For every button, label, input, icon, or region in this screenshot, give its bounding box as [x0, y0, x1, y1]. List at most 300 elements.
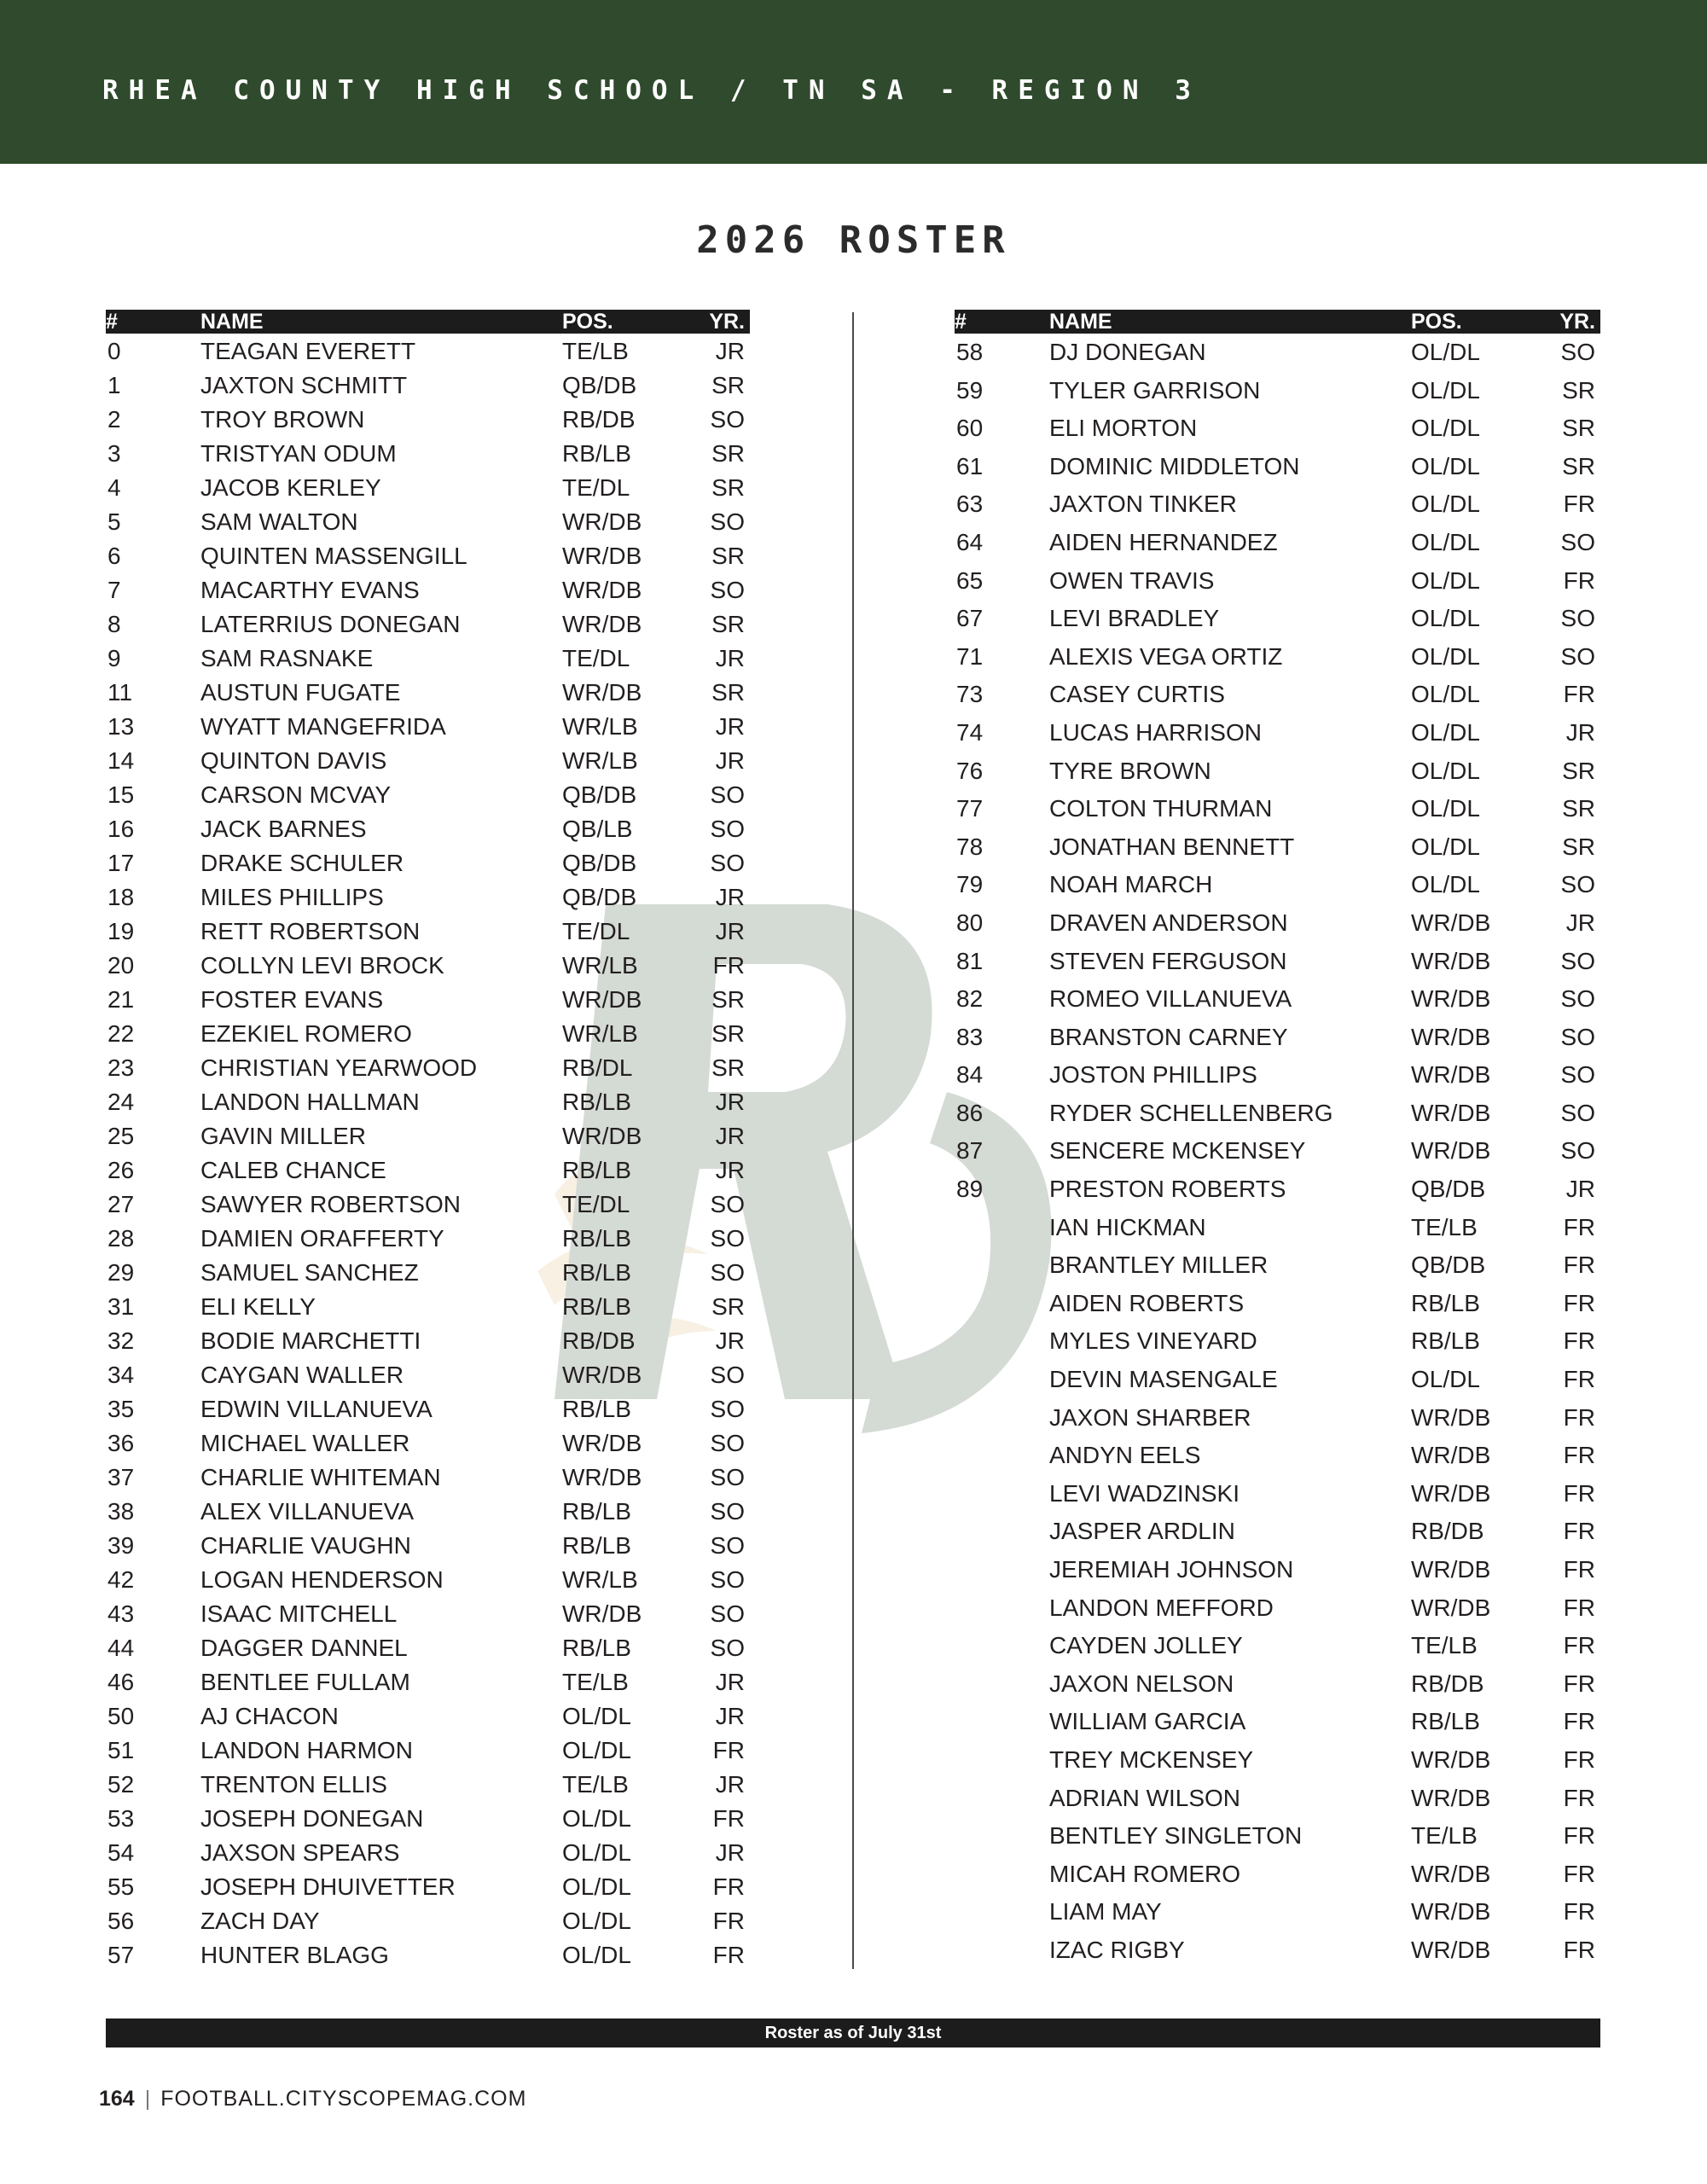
player-year: SO: [1560, 985, 1595, 1013]
player-year: JR: [715, 884, 745, 910]
roster-header-right: [955, 310, 1600, 334]
player-name: PRESTON ROBERTS: [1049, 1176, 1286, 1203]
player-number: 29: [107, 1259, 135, 1286]
player-position: WR/DB: [1411, 1403, 1491, 1431]
roster-row: [106, 573, 750, 607]
player-year: FR: [1563, 1252, 1595, 1279]
player-year: FR: [1563, 1860, 1595, 1887]
player-name: RETT ROBERTSON: [200, 918, 421, 944]
player-position: WR/DB: [1411, 909, 1491, 936]
player-position: RB/LB: [562, 1089, 631, 1115]
roster-row: [955, 1627, 1600, 1665]
roster-row: [106, 1665, 750, 1699]
player-year: JR: [715, 1839, 745, 1866]
player-name: ALEXIS VEGA ORTIZ: [1049, 642, 1283, 670]
player-year: SO: [710, 1566, 745, 1593]
player-position: WR/DB: [562, 1123, 642, 1149]
player-position: OL/DL: [562, 1942, 631, 1968]
player-number: 15: [107, 781, 135, 808]
player-position: WR/DB: [1411, 1023, 1491, 1050]
player-position: WR/DB: [1411, 985, 1491, 1013]
player-year: SO: [710, 1225, 745, 1252]
player-position: WR/DB: [1411, 1936, 1491, 1963]
player-name: JACOB KERLEY: [200, 474, 381, 501]
roster-row: [955, 485, 1600, 524]
roster-row: [106, 1017, 750, 1051]
player-number: 7: [107, 577, 121, 603]
player-name: DEVIN MASENGALE: [1049, 1366, 1278, 1393]
player-year: SO: [1560, 1137, 1595, 1165]
player-year: SR: [711, 1020, 745, 1047]
player-year: SO: [1560, 605, 1595, 632]
player-name: COLTON THURMAN: [1049, 795, 1273, 822]
player-number: 52: [107, 1771, 135, 1798]
col-name-header: NAME: [200, 310, 264, 334]
player-name: COLLYN LEVI BROCK: [200, 952, 444, 979]
player-name: CASEY CURTIS: [1049, 681, 1225, 708]
col-yr-header: YR.: [709, 310, 745, 334]
roster-row: [106, 1734, 750, 1768]
roster-row: [955, 1095, 1600, 1133]
player-position: WR/DB: [1411, 1556, 1491, 1583]
roster-row: [106, 880, 750, 915]
player-name: CAYGAN WALLER: [200, 1362, 404, 1388]
player-name: IZAC RIGBY: [1049, 1936, 1185, 1963]
player-position: TE/DL: [562, 474, 630, 501]
roster-row: [106, 1904, 750, 1938]
roster-row: [106, 403, 750, 437]
player-name: JASPER ARDLIN: [1049, 1518, 1235, 1545]
roster-row: [106, 1119, 750, 1153]
player-name: SAWYER ROBERTSON: [200, 1191, 461, 1217]
player-position: WR/DB: [562, 986, 642, 1013]
player-name: LOGAN HENDERSON: [200, 1566, 444, 1593]
player-name: JOSTON PHILLIPS: [1049, 1061, 1257, 1089]
col-pos-header: POS.: [562, 310, 613, 334]
player-position: WR/LB: [562, 1566, 638, 1593]
player-position: RB/DB: [1411, 1518, 1484, 1545]
player-number: 74: [956, 718, 984, 746]
roster-row: [106, 710, 750, 744]
roster-row: [955, 1361, 1600, 1399]
player-year: FR: [712, 1805, 745, 1832]
player-position: OL/DL: [1411, 605, 1480, 632]
player-number: 57: [107, 1942, 135, 1968]
roster-row: [955, 866, 1600, 904]
roster-row: [955, 562, 1600, 601]
player-number: 36: [107, 1430, 135, 1456]
roster-row: [106, 369, 750, 403]
roster-row: [106, 1495, 750, 1529]
player-number: 20: [107, 952, 135, 979]
roster-row: [955, 372, 1600, 410]
player-year: SO: [710, 577, 745, 603]
player-name: BRANSTON CARNEY: [1049, 1023, 1288, 1050]
player-position: WR/DB: [1411, 947, 1491, 974]
roster-row: [106, 1188, 750, 1222]
roster-row: [106, 778, 750, 812]
player-name: AIDEN ROBERTS: [1049, 1289, 1245, 1316]
player-position: QB/DB: [562, 884, 637, 910]
player-number: 86: [956, 1099, 984, 1126]
roster-row: [106, 1870, 750, 1904]
player-name: ZACH DAY: [200, 1908, 320, 1934]
player-year: SO: [1560, 1061, 1595, 1089]
player-name: ALEX VILLANUEVA: [200, 1498, 415, 1525]
player-position: TE/LB: [1411, 1213, 1478, 1240]
player-year: SR: [711, 440, 745, 467]
player-name: ELI MORTON: [1049, 415, 1198, 442]
player-name: MYLES VINEYARD: [1049, 1327, 1257, 1355]
player-position: WR/DB: [562, 543, 642, 569]
player-year: JR: [715, 747, 745, 774]
player-name: WYATT MANGEFRIDA: [200, 713, 446, 740]
player-name: DAGGER DANNEL: [200, 1635, 408, 1661]
roster-row: [955, 1780, 1600, 1818]
player-position: OL/DL: [1411, 415, 1480, 442]
page-footer: [99, 2087, 526, 2111]
player-position: WR/DB: [562, 679, 642, 706]
roster-row: [106, 744, 750, 778]
player-position: RB/LB: [562, 1293, 631, 1320]
player-name: MICAH ROMERO: [1049, 1860, 1240, 1887]
col-name-header: NAME: [1049, 310, 1112, 334]
player-name: OWEN TRAVIS: [1049, 566, 1215, 594]
player-position: OL/DL: [562, 1873, 631, 1900]
player-name: DRAKE SCHULER: [200, 850, 404, 876]
roster-row: [955, 943, 1600, 981]
player-number: 46: [107, 1669, 135, 1695]
player-name: JACK BARNES: [200, 816, 367, 842]
player-position: OL/DL: [1411, 833, 1480, 860]
roster-row: [106, 1324, 750, 1358]
player-number: 13: [107, 713, 135, 740]
player-position: TE/LB: [562, 1669, 629, 1695]
website-link[interactable]: FOOTBALL.CITYSCOPEMAG.COM: [160, 2087, 527, 2111]
player-number: 63: [956, 491, 984, 518]
roster-row: [106, 1290, 750, 1324]
player-name: LANDON HALLMAN: [200, 1089, 420, 1115]
player-position: RB/LB: [562, 1498, 631, 1525]
player-year: FR: [1563, 491, 1595, 518]
player-number: 35: [107, 1396, 135, 1422]
player-year: JR: [715, 918, 745, 944]
player-year: SO: [1560, 871, 1595, 898]
player-year: FR: [1563, 1327, 1595, 1355]
roster-row: [955, 600, 1600, 638]
player-year: SO: [710, 1191, 745, 1217]
player-number: 31: [107, 1293, 135, 1320]
roster-row: [955, 1322, 1600, 1361]
player-name: JONATHAN BENNETT: [1049, 833, 1295, 860]
roster-row: [106, 471, 750, 505]
player-number: 60: [956, 415, 984, 442]
player-year: FR: [1563, 1745, 1595, 1773]
roster-row: [106, 1461, 750, 1495]
player-position: OL/DL: [1411, 757, 1480, 784]
player-year: FR: [1563, 1822, 1595, 1850]
player-year: FR: [1563, 1479, 1595, 1507]
player-name: STEVEN FERGUSON: [1049, 947, 1287, 974]
player-position: WR/DB: [562, 1430, 642, 1456]
player-year: FR: [1563, 1289, 1595, 1316]
player-name: TYLER GARRISON: [1049, 376, 1261, 404]
player-name: GAVIN MILLER: [200, 1123, 366, 1149]
player-position: RB/LB: [562, 1396, 631, 1422]
player-name: IAN HICKMAN: [1049, 1213, 1206, 1240]
player-name: DJ DONEGAN: [1049, 339, 1206, 365]
player-year: JR: [715, 645, 745, 671]
roster-row: [955, 1741, 1600, 1780]
player-position: OL/DL: [1411, 681, 1480, 708]
roster-row: [106, 1836, 750, 1870]
roster-rows-right: [955, 334, 1600, 1970]
player-year: SO: [710, 850, 745, 876]
roster-row: [955, 1019, 1600, 1057]
player-position: TE/LB: [562, 338, 629, 364]
player-year: SO: [1560, 528, 1595, 555]
player-year: SO: [710, 816, 745, 842]
player-name: LEVI WADZINSKI: [1049, 1479, 1240, 1507]
player-number: 43: [107, 1600, 135, 1627]
player-name: DRAVEN ANDERSON: [1049, 909, 1288, 936]
roster-row: [955, 410, 1600, 448]
roster-row: [106, 812, 750, 846]
header-banner: [0, 0, 1707, 164]
player-number: 39: [107, 1532, 135, 1559]
roster-row: [106, 983, 750, 1017]
roster-row: [106, 607, 750, 642]
roster-row: [955, 1132, 1600, 1170]
player-number: 37: [107, 1464, 135, 1490]
player-name: TRISTYAN ODUM: [200, 440, 397, 467]
player-name: ANDYN EELS: [1049, 1442, 1201, 1469]
roster-row: [955, 1437, 1600, 1475]
player-number: 16: [107, 816, 135, 842]
roster-row: [955, 1893, 1600, 1931]
player-number: 71: [956, 642, 984, 670]
player-name: TRENTON ELLIS: [200, 1771, 387, 1798]
player-number: 58: [956, 339, 984, 365]
player-name: BENTLEE FULLAM: [200, 1669, 410, 1695]
player-number: 17: [107, 850, 135, 876]
player-year: FR: [1563, 1556, 1595, 1583]
player-position: OL/DL: [562, 1703, 631, 1729]
player-position: TE/LB: [562, 1771, 629, 1798]
player-name: LANDON HARMON: [200, 1737, 413, 1763]
player-year: FR: [1563, 1594, 1595, 1621]
player-year: SR: [711, 679, 745, 706]
player-position: RB/LB: [1411, 1708, 1480, 1735]
player-number: 56: [107, 1908, 135, 1934]
player-name: NOAH MARCH: [1049, 871, 1213, 898]
player-number: 38: [107, 1498, 135, 1525]
roster-row: [955, 638, 1600, 677]
player-year: FR: [1563, 1518, 1595, 1545]
player-position: WR/DB: [1411, 1784, 1491, 1811]
player-number: 26: [107, 1157, 135, 1183]
player-name: TROY BROWN: [200, 406, 365, 433]
roster-row: [106, 1699, 750, 1734]
player-position: WR/DB: [1411, 1745, 1491, 1773]
player-position: WR/DB: [1411, 1061, 1491, 1089]
player-year: FR: [1563, 681, 1595, 708]
roster-row: [955, 1209, 1600, 1247]
player-year: FR: [712, 952, 745, 979]
player-year: JR: [715, 338, 745, 364]
player-number: 77: [956, 795, 984, 822]
player-position: OL/DL: [562, 1908, 631, 1934]
roster-row: [106, 1938, 750, 1972]
player-year: JR: [715, 713, 745, 740]
player-number: 6: [107, 543, 121, 569]
player-number: 54: [107, 1839, 135, 1866]
player-position: OL/DL: [1411, 718, 1480, 746]
roster-row: [106, 1085, 750, 1119]
player-position: WR/DB: [1411, 1137, 1491, 1165]
roster-row: [106, 1153, 750, 1188]
player-year: SO: [710, 1635, 745, 1661]
footer-separator: |: [144, 2087, 151, 2111]
player-number: 78: [956, 833, 984, 860]
roster-row: [955, 828, 1600, 867]
player-name: JOSEPH DHUIVETTER: [200, 1873, 456, 1900]
player-year: SR: [711, 474, 745, 501]
player-position: RB/LB: [1411, 1289, 1480, 1316]
player-position: OL/DL: [1411, 566, 1480, 594]
player-year: FR: [1563, 1670, 1595, 1697]
player-position: TE/DL: [562, 1191, 630, 1217]
player-position: WR/LB: [562, 1020, 638, 1047]
roster-row: [106, 846, 750, 880]
player-name: TYRE BROWN: [1049, 757, 1211, 784]
player-year: SR: [711, 611, 745, 637]
roster-row: [955, 714, 1600, 752]
player-year: SO: [710, 508, 745, 535]
player-position: QB/DB: [562, 850, 637, 876]
player-name: BODIE MARCHETTI: [200, 1327, 421, 1354]
player-position: RB/DB: [562, 406, 636, 433]
player-number: 11: [107, 679, 133, 706]
roster-row: [106, 1597, 750, 1631]
player-year: SO: [710, 1430, 745, 1456]
player-name: LANDON MEFFORD: [1049, 1594, 1274, 1621]
player-year: JR: [715, 1157, 745, 1183]
player-number: 83: [956, 1023, 984, 1050]
player-position: WR/DB: [562, 1362, 642, 1388]
player-year: FR: [1563, 1632, 1595, 1659]
player-number: 21: [107, 986, 135, 1013]
col-pos-header: POS.: [1411, 310, 1462, 334]
player-number: 87: [956, 1137, 984, 1165]
roster-row: [106, 1768, 750, 1802]
player-year: JR: [1565, 718, 1595, 746]
player-name: JAXON NELSON: [1049, 1670, 1234, 1697]
player-name: LATERRIUS DONEGAN: [200, 611, 461, 637]
player-year: FR: [712, 1737, 745, 1763]
player-year: FR: [1563, 1403, 1595, 1431]
player-position: OL/DL: [562, 1805, 631, 1832]
player-position: RB/LB: [562, 440, 631, 467]
player-position: OL/DL: [1411, 376, 1480, 404]
player-name: TREY MCKENSEY: [1049, 1745, 1254, 1773]
player-position: OL/DL: [1411, 528, 1480, 555]
roster-row: [106, 1392, 750, 1426]
roster-row: [955, 1703, 1600, 1741]
player-position: WR/DB: [562, 1464, 642, 1490]
player-position: WR/DB: [1411, 1860, 1491, 1887]
roster-row: [955, 334, 1600, 372]
player-number: 67: [956, 605, 984, 632]
player-name: JAXTON TINKER: [1049, 491, 1237, 518]
player-year: JR: [1565, 1176, 1595, 1203]
player-position: WR/DB: [1411, 1898, 1491, 1926]
player-number: 34: [107, 1362, 135, 1388]
player-year: JR: [715, 1123, 745, 1149]
roster-row: [955, 1856, 1600, 1894]
player-number: 44: [107, 1635, 135, 1661]
player-year: SO: [1560, 339, 1595, 365]
player-number: 1: [107, 372, 121, 398]
player-number: 79: [956, 871, 984, 898]
player-number: 25: [107, 1123, 135, 1149]
player-number: 59: [956, 376, 984, 404]
player-name: AUSTUN FUGATE: [200, 679, 401, 706]
page-number: 164: [99, 2087, 135, 2111]
player-number: 5: [107, 508, 121, 535]
player-position: RB/LB: [1411, 1327, 1480, 1355]
roster-row: [955, 1246, 1600, 1285]
player-position: OL/DL: [562, 1737, 631, 1763]
player-position: WR/DB: [562, 611, 642, 637]
player-position: OL/DL: [1411, 795, 1480, 822]
player-number: 23: [107, 1054, 135, 1081]
player-year: FR: [1563, 1936, 1595, 1963]
player-name: DOMINIC MIDDLETON: [1049, 452, 1300, 479]
column-divider: [852, 312, 854, 1969]
player-year: SO: [710, 1498, 745, 1525]
player-number: 28: [107, 1225, 135, 1252]
player-position: OL/DL: [1411, 642, 1480, 670]
player-number: 27: [107, 1191, 135, 1217]
player-number: 32: [107, 1327, 135, 1354]
player-name: CAYDEN JOLLEY: [1049, 1632, 1243, 1659]
player-position: WR/LB: [562, 713, 638, 740]
player-position: RB/LB: [562, 1532, 631, 1559]
roster-row: [955, 752, 1600, 791]
player-position: TE/DL: [562, 918, 630, 944]
page-title: 2026 ROSTER: [696, 218, 1011, 262]
player-name: CHARLIE WHITEMAN: [200, 1464, 441, 1490]
roster-row: [106, 505, 750, 539]
player-year: SR: [711, 1293, 745, 1320]
player-number: 22: [107, 1020, 135, 1047]
player-name: EZEKIEL ROMERO: [200, 1020, 412, 1047]
player-year: FR: [712, 1942, 745, 1968]
player-number: 53: [107, 1805, 135, 1832]
player-name: LUCAS HARRISON: [1049, 718, 1262, 746]
player-year: SR: [1562, 757, 1595, 784]
player-number: 14: [107, 747, 135, 774]
roster-row: [106, 1426, 750, 1461]
player-name: FOSTER EVANS: [200, 986, 384, 1013]
player-year: SR: [1562, 833, 1595, 860]
roster-row: [106, 334, 750, 369]
player-number: 81: [956, 947, 984, 974]
player-position: WR/DB: [1411, 1479, 1491, 1507]
player-name: SAMUEL SANCHEZ: [200, 1259, 419, 1286]
player-position: WR/DB: [562, 577, 642, 603]
